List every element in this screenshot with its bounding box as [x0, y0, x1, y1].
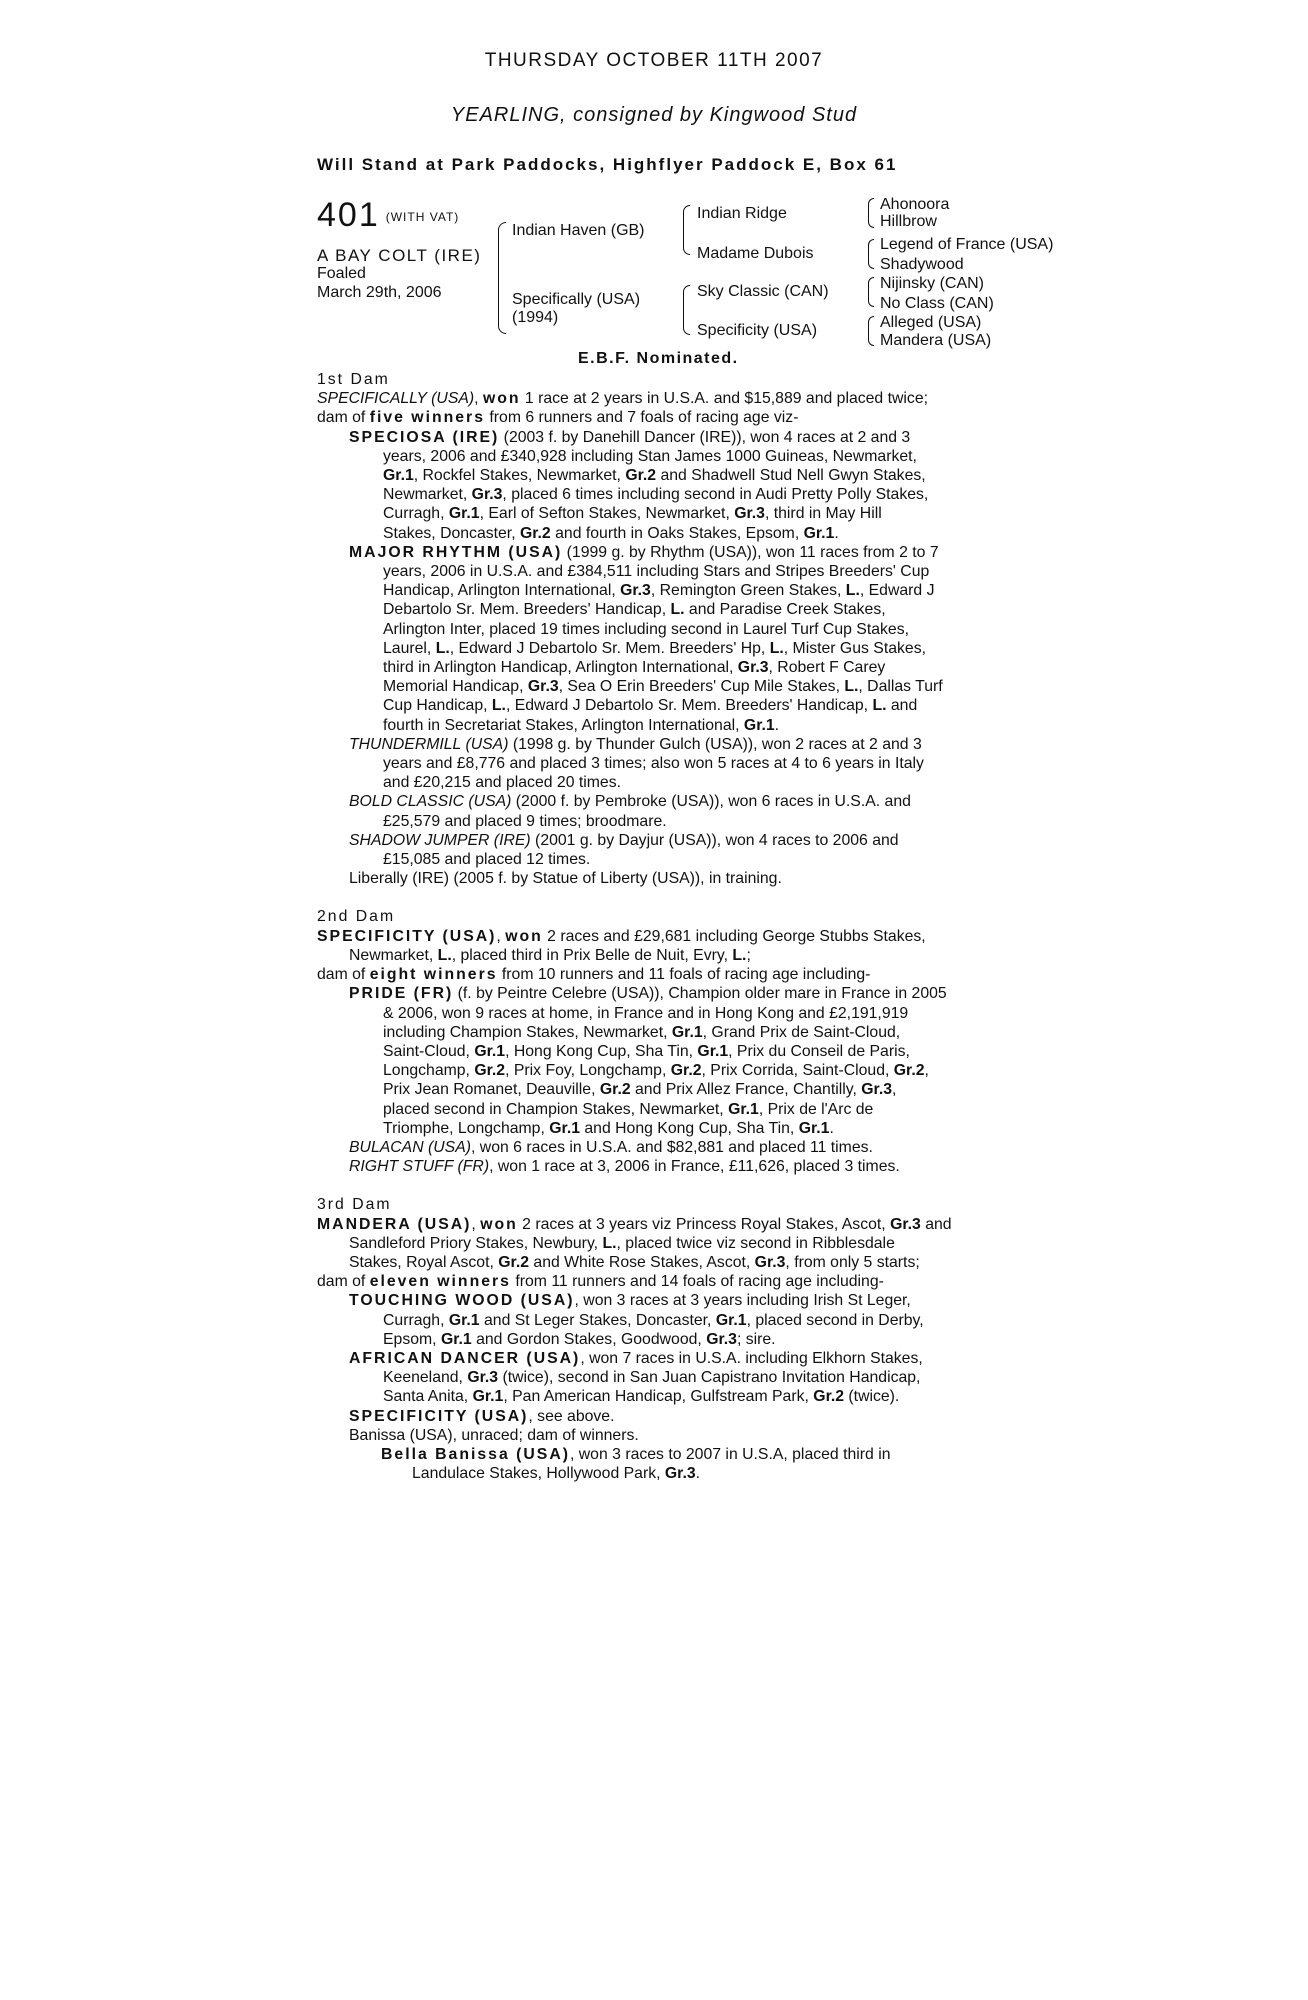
pedigree-brace-g2: [868, 239, 874, 269]
first-dam-line: £25,579 and placed 9 times; broodmare.: [383, 812, 667, 830]
pedigree-sire: Indian Haven (GB): [512, 222, 645, 239]
second-dam-line: Newmarket, L., placed third in Prix Belle de Nuit, Evry, L.;: [349, 946, 751, 964]
first-dam-line: Curragh, Gr.1, Earl of Sefton Stakes, Newmarket, Gr.3, third in May Hill: [383, 505, 882, 523]
pedigree-dam-dam: Specificity (USA): [697, 322, 818, 339]
first-dam-line: and £20,215 and placed 20 times.: [383, 774, 622, 792]
lot-number-value: 401: [317, 196, 380, 234]
second-dam-line: Longchamp, Gr.2, Prix Foy, Longchamp, Gr.2, Prix Corrida, Saint-Cloud, Gr.2,: [383, 1062, 929, 1080]
pedigree-g5: Nijinsky (CAN): [880, 275, 984, 292]
first-dam-line: SHADOW JUMPER (IRE) (2001 g. by Dayjur (USA)), won 4 races to 2006 and: [349, 831, 899, 849]
third-dam-line: Sandleford Priory Stakes, Newbury, L., placed twice viz second in Ribblesdale: [349, 1234, 895, 1252]
first-dam-line: Liberally (IRE) (2005 f. by Statue of Liberty (USA)), in training.: [349, 870, 782, 888]
vat-label: (WITH VAT): [385, 210, 460, 225]
third-dam-line: Epsom, Gr.1 and Gordon Stakes, Goodwood, Gr.3; sire.: [383, 1330, 776, 1348]
ebf-nominated: E.B.F. Nominated.: [578, 350, 739, 367]
pedigree-dam: [512, 291, 640, 327]
pedigree-brace-g1: [868, 198, 874, 228]
pedigree-dam-year: (1994): [512, 309, 559, 326]
third-dam-line: Bella Banissa (USA), won 3 races to 2007 in U.S.A, placed third in: [381, 1445, 891, 1463]
pedigree-g2: Hillbrow: [880, 213, 937, 230]
second-dam-line: dam of eight winners from 10 runners and 11 foals of racing age including-: [317, 966, 871, 984]
pedigree-grandsire: Indian Ridge: [697, 205, 787, 222]
third-dam-line: MANDERA (USA), won 2 races at 3 years viz Princess Royal Stakes, Ascot, Gr.3 and: [317, 1215, 952, 1233]
first-dam-line: third in Arlington Handicap, Arlington International, Gr.3, Robert F Carey: [383, 659, 886, 677]
second-dam-line: placed second in Champion Stakes, Newmarket, Gr.1, Prix de l'Arc de: [383, 1100, 874, 1118]
first-dam-line: THUNDERMILL (USA) (1998 g. by Thunder Gulch (USA)), won 2 races at 2 and 3: [349, 735, 922, 753]
section-gap: [317, 888, 1007, 907]
first-dam-line: Memorial Handicap, Gr.3, Sea O Erin Breeders' Cup Mile Stakes, L., Dallas Turf: [383, 678, 943, 696]
first-dam-line: dam of five winners from 6 runners and 7 foals of racing age viz-: [317, 409, 799, 427]
first-dam-line: Laurel, L., Edward J Debartolo Sr. Mem. Breeders' Hp, L., Mister Gus Stakes,: [383, 639, 926, 657]
second-dam-line: SPECIFICITY (USA), won 2 races and £29,681 including George Stubbs Stakes,: [317, 927, 926, 945]
third-dam-line: Banissa (USA), unraced; dam of winners.: [349, 1426, 639, 1444]
second-dam-line: including Champion Stakes, Newmarket, Gr.1, Grand Prix de Saint-Cloud,: [383, 1023, 901, 1041]
third-dam-heading: 3rd Dam: [317, 1196, 392, 1214]
lot-number: [317, 196, 459, 235]
third-dam-line: Stakes, Royal Ascot, Gr.2 and White Rose Stakes, Ascot, Gr.3, from only 5 starts;: [349, 1253, 920, 1271]
first-dam-line: Gr.1, Rockfel Stakes, Newmarket, Gr.2 and Shadwell Stud Nell Gwyn Stakes,: [383, 467, 926, 485]
lot-description: A BAY COLT (IRE): [317, 246, 482, 265]
pedigree-g6: No Class (CAN): [880, 295, 994, 312]
third-dam-line: SPECIFICITY (USA), see above.: [349, 1407, 615, 1425]
catalogue-date: THURSDAY OCTOBER 11TH 2007: [484, 50, 824, 71]
first-dam-line: Arlington Inter, placed 19 times including second in Laurel Turf Cup Stakes,: [383, 620, 909, 638]
second-dam-line: Saint-Cloud, Gr.1, Hong Kong Cup, Sha Tin, Gr.1, Prix du Conseil de Paris,: [383, 1042, 910, 1060]
second-dam-line: RIGHT STUFF (FR), won 1 race at 3, 2006 in France, £11,626, placed 3 times.: [349, 1158, 900, 1176]
second-dam-line: BULACAN (USA), won 6 races in U.S.A. and $82,881 and placed 11 times.: [349, 1138, 873, 1156]
third-dam-line: TOUCHING WOOD (USA), won 3 races at 3 years including Irish St Leger,: [349, 1292, 911, 1310]
first-dam-line: fourth in Secretariat Stakes, Arlington International, Gr.1.: [383, 716, 780, 734]
foaled-label: Foaled: [317, 265, 366, 282]
pedigree-g8: Mandera (USA): [880, 332, 992, 349]
first-dam-line: years and £8,776 and placed 3 times; also won 5 races at 4 to 6 years in Italy: [383, 755, 924, 773]
pedigree-brace-g4: [868, 316, 874, 346]
pedigree-g3: Legend of France (USA): [880, 236, 1054, 253]
first-dam-line: years, 2006 and £340,928 including Stan James 1000 Guineas, Newmarket,: [383, 447, 917, 465]
foaled-date: March 29th, 2006: [317, 284, 442, 301]
section-gap: [317, 1176, 1007, 1195]
pedigree-g7: Alleged (USA): [880, 314, 982, 331]
pedigree-dam-name: Specifically (USA): [512, 291, 641, 308]
pedigree-dam-sire: Sky Classic (CAN): [697, 283, 829, 300]
consignor-line: YEARLING, consigned by Kingwood Stud: [450, 104, 858, 126]
second-dam-line: Triomphe, Longchamp, Gr.1 and Hong Kong Cup, Sha Tin, Gr.1.: [383, 1119, 834, 1137]
first-dam-line: Stakes, Doncaster, Gr.2 and fourth in Oaks Stakes, Epsom, Gr.1.: [383, 524, 839, 542]
first-dam-line: Debartolo Sr. Mem. Breeders' Handicap, L. and Paradise Creek Stakes,: [383, 601, 886, 619]
stabling-location: Will Stand at Park Paddocks, Highflyer Paddock E, Box 61: [317, 155, 898, 174]
first-dam-line: BOLD CLASSIC (USA) (2000 f. by Pembroke (USA)), won 6 races in U.S.A. and: [349, 793, 911, 811]
third-dam-line: AFRICAN DANCER (USA), won 7 races in U.S.A. including Elkhorn Stakes,: [349, 1349, 923, 1367]
first-dam-line: SPECIFICALLY (USA), won 1 race at 2 years in U.S.A. and $15,889 and placed twice;: [317, 390, 928, 408]
pedigree-brace-g3: [868, 277, 874, 307]
first-dam-line: SPECIOSA (IRE) (2003 f. by Danehill Dancer (IRE)), won 4 races at 2 and 3: [349, 428, 911, 446]
foaled-info: [317, 264, 442, 302]
third-dam-line: Curragh, Gr.1 and St Leger Stakes, Doncaster, Gr.1, placed second in Derby,: [383, 1311, 924, 1329]
first-dam-line: £15,085 and placed 12 times.: [383, 851, 591, 869]
third-dam-line: Santa Anita, Gr.1, Pan American Handicap, Gulfstream Park, Gr.2 (twice).: [383, 1388, 900, 1406]
pedigree-granddam-sire: Madame Dubois: [697, 245, 814, 262]
pedigree-brace-dam: [683, 285, 690, 335]
pedigree-brace-main: [498, 222, 506, 334]
first-dam-line: Cup Handicap, L., Edward J Debartolo Sr. Mem. Breeders' Handicap, L. and: [383, 697, 918, 715]
third-dam-line: Keeneland, Gr.3 (twice), second in San Juan Capistrano Invitation Handicap,: [383, 1369, 921, 1387]
second-dam-line: PRIDE (FR) (f. by Peintre Celebre (USA)), Champion older mare in France in 2005: [349, 985, 947, 1003]
family-details: [317, 370, 1007, 1483]
first-dam-line: years, 2006 in U.S.A. and £384,511 including Stars and Stripes Breeders' Cup: [383, 563, 930, 581]
first-dam-heading: 1st Dam: [317, 371, 390, 388]
pedigree-g1: Ahonoora: [880, 196, 950, 213]
pedigree-brace-sire: [683, 205, 690, 255]
first-dam-line: Newmarket, Gr.3, placed 6 times including second in Audi Pretty Polly Stakes,: [383, 486, 929, 504]
second-dam-heading: 2nd Dam: [317, 908, 396, 926]
first-dam-line: Handicap, Arlington International, Gr.3, Remington Green Stakes, L., Edward J: [383, 582, 935, 600]
first-dam-line: MAJOR RHYTHM (USA) (1999 g. by Rhythm (USA)), won 11 races from 2 to 7: [349, 543, 939, 561]
third-dam-line: Landulace Stakes, Hollywood Park, Gr.3.: [412, 1465, 701, 1483]
second-dam-line: & 2006, won 9 races at home, in France and in Hong Kong and £2,191,919: [383, 1004, 909, 1022]
pedigree-g4: Shadywood: [880, 256, 964, 273]
third-dam-line: dam of eleven winners from 11 runners and 14 foals of racing age including-: [317, 1273, 884, 1291]
second-dam-line: Prix Jean Romanet, Deauville, Gr.2 and Prix Allez France, Chantilly, Gr.3,: [383, 1081, 897, 1099]
